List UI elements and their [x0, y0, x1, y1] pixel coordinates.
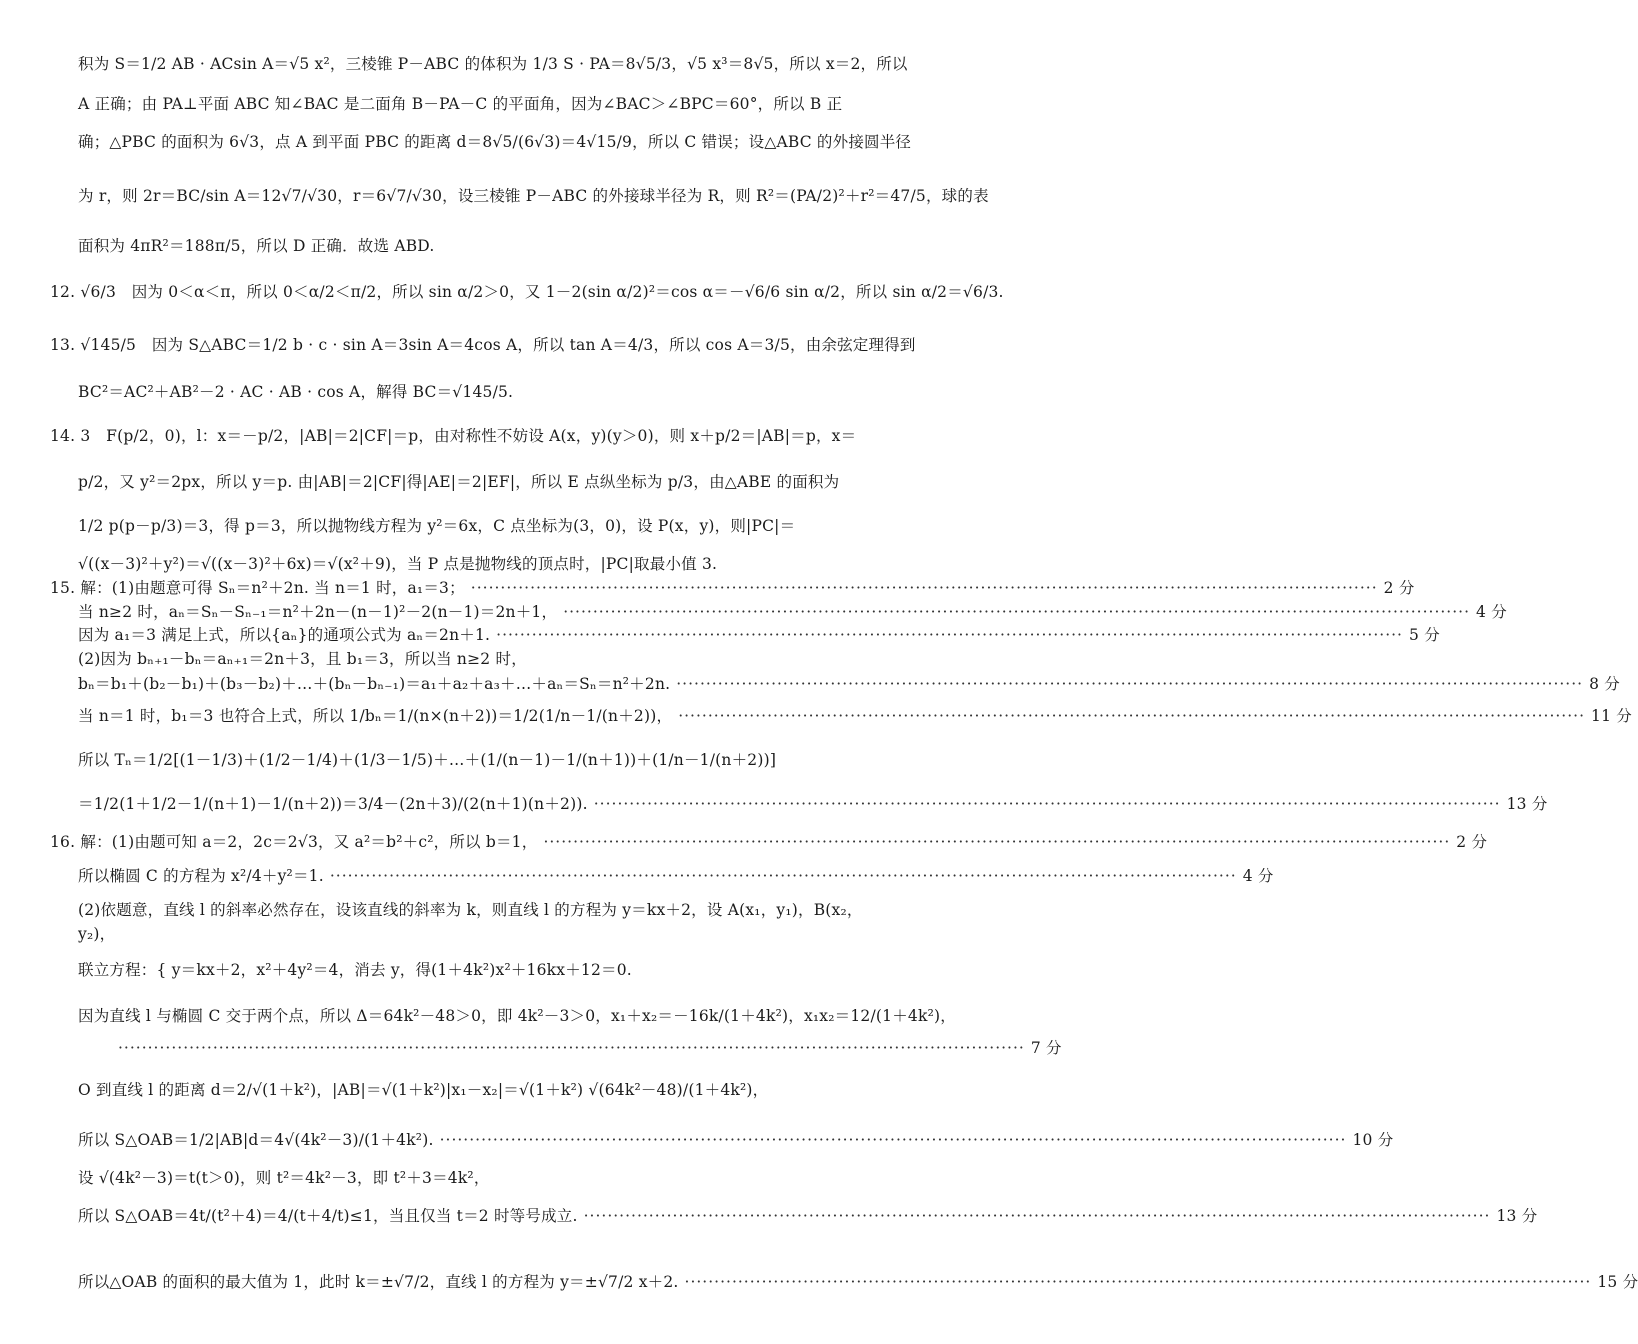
line-text: ＝1/2(1＋1/2－1/(n＋1)－1/(n＋2))＝3/4－(2n＋3)/(2(n＋1)(n＋2)). — [78, 795, 588, 813]
text-line: 14. 3 F(p/2，0)，l：x＝－p/2，|AB|＝2|CF|＝p，由对称性不妨设 A(x，y)(y＞0)，则 x＋p/2＝|AB|＝p，x＝ — [50, 427, 857, 445]
leader-dots — [685, 1272, 1592, 1292]
leader-dots — [118, 1038, 1025, 1058]
text-line: 面积为 4πR²＝188π/5，所以 D 正确．故选 ABD. — [78, 237, 435, 255]
scored-line — [78, 1206, 1538, 1226]
score-mark: 11 分 — [1591, 707, 1632, 725]
score-mark: 10 分 — [1352, 1131, 1394, 1149]
scored-line — [78, 866, 1274, 886]
text-line: 确；△PBC 的面积为 6√3，点 A 到平面 PBC 的距离 d＝8√5/(6√3)＝4√15/9，所以 C 错误；设△ABC 的外接圆半径 — [78, 133, 912, 151]
text-line: O 到直线 l 的距离 d＝2/√(1＋k²)，|AB|＝√(1＋k²)|x₁－x₂|＝√(1＋k²) √(64k²－48)/(1＋4k²)， — [78, 1081, 769, 1099]
leader-dots — [543, 832, 1450, 852]
text-line: (2)依题意，直线 l 的斜率必然存在，设该直线的斜率为 k，则直线 l 的方程为 y＝kx＋2，设 A(x₁，y₁)，B(x₂， — [78, 901, 863, 919]
score-mark: 4 分 — [1242, 867, 1274, 885]
score-mark: 15 分 — [1597, 1273, 1638, 1291]
leader-dots — [471, 578, 1378, 598]
line-text: 所以椭圆 C 的方程为 x²/4＋y²＝1. — [78, 867, 324, 885]
text-line: 为 r，则 2r＝BC/sin A＝12√7/√30，r＝6√7/√30，设三棱锥 P－ABC 的外接球半径为 R，则 R²＝(PA/2)²＋r²＝47/5，球的表 — [78, 187, 989, 205]
scored-line — [78, 1038, 1062, 1058]
leader-dots — [584, 1206, 1491, 1226]
line-text: 当 n＝1 时，b₁＝3 也符合上式，所以 1/bₙ＝1/(n×(n＋2))＝1/2(1/n－1/(n＋2))， — [78, 707, 673, 725]
text-line: 设 √(4k²－3)＝t(t＞0)，则 t²＝4k²－3，即 t²＋3＝4k²， — [78, 1169, 490, 1187]
text-line: 联立方程：{ y＝kx＋2，x²＋4y²＝4，消去 y，得(1＋4k²)x²＋16kx＋12＝0. — [78, 961, 632, 979]
score-mark: 13 分 — [1496, 1207, 1538, 1225]
scored-line — [78, 1130, 1394, 1150]
line-text: 所以 S△OAB＝4t/(t²＋4)＝4/(t＋4/t)≤1，当且仅当 t＝2 时等号成立. — [78, 1207, 578, 1225]
score-mark: 7 分 — [1030, 1039, 1062, 1057]
text-line: 12. √6/3 因为 0＜α＜π，所以 0＜α/2＜π/2，所以 sin α/2＞0，又 1－2(sin α/2)²＝cos α＝－√6/6 sin α/2，所以 sin α/2＝√6/3. — [50, 283, 1004, 301]
text-line: 所以 Tₙ＝1/2[(1－1/3)＋(1/2－1/4)＋(1/3－1/5)＋…＋(1/(n－1)－1/(n＋1))＋(1/n－1/(n＋2))] — [78, 751, 777, 769]
text-line: A 正确；由 PA⊥平面 ABC 知∠BAC 是二面角 B－PA－C 的平面角，因为∠BAC＞∠BPC＝60°，所以 B 正 — [78, 95, 843, 113]
text-line: 1/2 p(p－p/3)＝3，得 p＝3，所以抛物线方程为 y²＝6x，C 点坐标为(3，0)，设 P(x，y)，则|PC|＝ — [78, 517, 796, 535]
score-mark: 4 分 — [1476, 603, 1507, 621]
scored-line — [78, 625, 1440, 645]
line-prefix: bₙ＝ — [78, 675, 111, 693]
text-line: √((x－3)²＋y²)＝√((x－3)²＋6x)＝√(x²＋9)，当 P 点是抛物线的顶点时，|PC|取最小值 3. — [78, 555, 718, 573]
line-text: 15. 解：(1)由题意可得 Sₙ＝n²＋2n. 当 n＝1 时，a₁＝3； — [50, 579, 465, 597]
text-line: BC²＝AC²＋AB²－2 · AC · AB · cos A，解得 BC＝√145/5. — [78, 383, 514, 401]
scored-line — [78, 794, 1548, 814]
line-text: 所以 S△OAB＝1/2|AB|d＝4√(4k²－3)/(1＋4k²). — [78, 1131, 434, 1149]
text-line: p/2，又 y²＝2px，所以 y＝p. 由|AB|＝2|CF|得|AE|＝2|EF|，所以 E 点纵坐标为 p/3，由△ABE 的面积为 — [78, 473, 840, 491]
text-line: (2)因为 bₙ₊₁－bₙ＝aₙ₊₁＝2n＋3，且 b₁＝3，所以当 n≥2 时， — [78, 650, 527, 668]
line-text: 16. 解：(1)由题可知 a＝2，2c＝2√3，又 a²＝b²＋c²，所以 b＝1， — [50, 833, 538, 851]
score-mark: 13 分 — [1506, 795, 1548, 813]
text-line: 13. √145/5 因为 S△ABC＝1/2 b · c · sin A＝3sin A＝4cos A，所以 tan A＝4/3，所以 cos A＝3/5，由余弦定理得到 — [50, 336, 916, 354]
score-mark: 8 分 — [1589, 675, 1620, 693]
leader-dots — [440, 1130, 1347, 1150]
leader-dots — [678, 706, 1585, 726]
leader-dots — [496, 625, 1403, 645]
text-line: 积为 S＝1/2 AB · ACsin A＝√5 x²，三棱锥 P－ABC 的体积为 1/3 S · PA＝8√5/3，√5 x³＝8√5，所以 x＝2，所以 — [78, 55, 908, 73]
scored-line — [50, 832, 1488, 852]
scored-line — [78, 674, 1620, 694]
leader-dots — [676, 674, 1583, 694]
line-text: 所以△OAB 的面积的最大值为 1，此时 k＝±√7/2，直线 l 的方程为 y＝±√7/2 x＋2. — [78, 1273, 679, 1291]
line-text: 因为 a₁＝3 满足上式，所以{aₙ}的通项公式为 aₙ＝2n＋1. — [78, 626, 491, 644]
leader-dots — [330, 866, 1237, 886]
score-mark: 2 分 — [1383, 579, 1415, 597]
score-mark: 2 分 — [1456, 833, 1488, 851]
line-text: b₁＋(b₂－b₁)＋(b₃－b₂)＋…＋(bₙ－bₙ₋₁)＝a₁＋a₂＋a₃＋…＋aₙ＝Sₙ＝n²＋2n. — [110, 675, 671, 693]
text-line: 因为直线 l 与椭圆 C 交于两个点，所以 Δ＝64k²－48＞0，即 4k²－3＞0，x₁＋x₂＝－16k/(1＋4k²)，x₁x₂＝12/(1＋4k²)， — [78, 1007, 956, 1025]
line-text: 当 n≥2 时，aₙ＝Sₙ－Sₙ₋₁＝n²＋2n－(n－1)²－2(n－1)＝2n＋1， — [78, 603, 558, 621]
leader-dots — [563, 602, 1470, 622]
text-line: y₂)， — [78, 925, 116, 943]
scored-line — [78, 1272, 1638, 1292]
scored-line — [78, 706, 1632, 726]
scored-line — [78, 602, 1507, 622]
score-mark: 5 分 — [1409, 626, 1440, 644]
scored-line — [50, 578, 1415, 598]
leader-dots — [594, 794, 1501, 814]
